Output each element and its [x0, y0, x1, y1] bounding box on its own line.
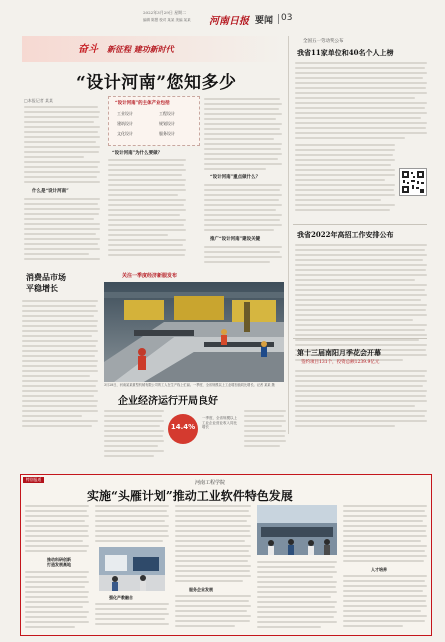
section-name: 要闻 — [255, 16, 274, 26]
lead-col3-text — [204, 98, 282, 268]
feature-headline: 实施“头雁计划”推动工业软件特色发展 — [87, 489, 293, 503]
growth-badge — [168, 414, 198, 444]
right-top-kicker: 全国五一劳动奖公布 — [303, 39, 344, 44]
feature-col3 — [175, 505, 251, 631]
right-mid-headline: 我省2022年高招工作安排公布 — [297, 230, 394, 239]
box-item: 文化设计 — [117, 131, 133, 136]
right-divider-1 — [293, 224, 427, 225]
factory-photo-graphic — [104, 282, 284, 382]
box-item: 规划设计 — [159, 121, 175, 126]
photo-caption: 3月28日，河南某某重型机械有限公司的工人在生产线上忙碌。一季度，全省规模以上工业增加值同比增长。记者 某某 摄 — [104, 383, 275, 387]
lead-headline: “设计河南”您知多少 — [76, 73, 237, 93]
lead-subhead-1: “设计河南”为什么要做？ — [112, 151, 163, 156]
lead-article — [22, 62, 282, 272]
box-item: 建筑设计 — [117, 121, 133, 126]
growth-badge-value: 14.4% — [170, 423, 196, 431]
consumer-headline-1: 消费品市场 — [26, 272, 66, 282]
economy-headline: 企业经济运行开局良好 — [118, 396, 218, 407]
feature-section-tag: 特别报道 — [23, 477, 44, 483]
page-divider — [278, 14, 279, 24]
right-low-headline: 第十三届南阳月季花会开幕 — [297, 348, 381, 357]
banner-kicker: 奋斗 — [78, 44, 98, 55]
masthead — [143, 8, 303, 34]
feature-subhead-3: 服务企业发展 — [189, 587, 213, 592]
feature-photo-1-graphic — [99, 547, 165, 591]
factory-photo — [104, 282, 284, 382]
qr-code-graphic — [400, 169, 426, 195]
photo-label: 关注一季度经济新服发布 — [122, 273, 178, 279]
feature-col5 — [343, 505, 427, 631]
feature-photo-2 — [257, 505, 337, 555]
right-column — [288, 36, 431, 434]
feature-frame — [20, 474, 432, 636]
feature-subhead-4: 人才培养 — [371, 567, 387, 572]
photo-block — [104, 272, 284, 390]
box-item: 服务设计 — [159, 131, 175, 136]
feature-col4 — [257, 505, 337, 631]
lead-subhead-4: 推广“设计河南”建设关键 — [210, 237, 261, 242]
right-low-text — [295, 370, 427, 432]
right-top-headline: 我省11家单位和40名个人上榜 — [297, 48, 394, 57]
date-line: 2022年3月29日 星期二 — [143, 10, 187, 15]
banner-title: 新征程 建功新时代 — [107, 45, 174, 54]
box-item: 工业设计 — [117, 111, 133, 116]
feature-subhead-2: 强化产教融合 — [109, 595, 133, 600]
growth-badge-note: 一季度，全省规模以上工业企业营业收入同比增长 — [202, 416, 237, 429]
banner — [22, 36, 282, 62]
economy-article — [104, 392, 288, 472]
lead-byline: □本报记者 某某 — [24, 98, 54, 103]
consumer-headline-2: 平稳增长 — [26, 283, 58, 293]
lead-col2-text — [108, 150, 186, 268]
paper-name: 河南日报 — [209, 16, 249, 27]
lead-subhead-2: 什么是“设计河南” — [32, 189, 69, 194]
feature-photo-2-graphic — [257, 505, 337, 555]
lead-subhead-3: “设计河南”重点做什么？ — [210, 175, 261, 180]
lead-info-box — [108, 96, 200, 146]
economy-text-left — [104, 410, 164, 470]
box-item: 工程设计 — [159, 111, 175, 116]
consumer-text — [22, 300, 98, 430]
editor-line: 编辑 陈慧 校对 某某 美编 某某 — [143, 18, 191, 22]
consumer-article — [22, 272, 98, 432]
qr-code — [399, 168, 427, 196]
feature-subhead-1: 推动科研创新 打造发展高地 — [47, 557, 71, 567]
feature-photo-1 — [99, 547, 165, 591]
right-divider-2 — [293, 338, 427, 339]
right-low-subhead: 签约项目131个，投资总额1239.9亿元 — [301, 360, 380, 365]
page-number: 03 — [281, 13, 293, 23]
box-title: “设计河南”的主体产业包括 — [115, 101, 170, 106]
economy-text-right — [244, 410, 286, 470]
feature-col2 — [95, 505, 169, 631]
lead-col1-text — [24, 106, 100, 266]
feature-col1 — [25, 505, 89, 631]
feature-kicker: 河南工程学院 — [195, 480, 226, 486]
